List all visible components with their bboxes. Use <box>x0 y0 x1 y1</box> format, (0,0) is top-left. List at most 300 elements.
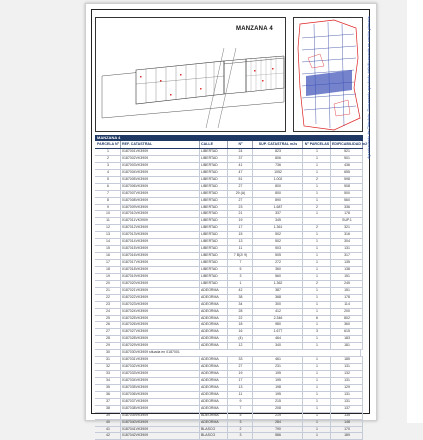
location-map <box>293 17 363 132</box>
table-cell: 37 <box>228 156 253 162</box>
table-cell: 0187038VK3909 <box>121 406 200 412</box>
table-cell: 1 <box>303 232 331 238</box>
table-cell: 178 <box>331 211 363 217</box>
table-cell: 360 <box>253 267 303 273</box>
table-cell: 2 <box>95 156 121 162</box>
table-row <box>95 205 363 212</box>
table-cell: 181 <box>331 343 363 349</box>
table-cell: ADEORMA <box>200 413 228 419</box>
table-cell: 736 <box>253 163 303 169</box>
table-row <box>95 232 363 239</box>
table-row <box>95 253 363 260</box>
table-cell: ADEORMA <box>200 316 228 322</box>
table-cell: 13 <box>228 239 253 245</box>
table-row <box>95 357 363 364</box>
table-cell: LIBERTAD <box>200 218 228 224</box>
table-cell: BLASCO <box>200 433 228 439</box>
table-row <box>95 288 363 295</box>
table-cell: 1 <box>303 427 331 433</box>
table-cell: 1 <box>303 295 331 301</box>
table-cell: LIBERTAD <box>200 232 228 238</box>
table-cell: 0187011VK3909 <box>121 218 200 224</box>
table-cell: 0187022VK3909 <box>121 295 200 301</box>
table-cell: 0187034VK3909 <box>121 378 200 384</box>
table-header <box>95 141 368 149</box>
table-cell: 0187010VK3909 <box>121 211 200 217</box>
table-cell: 0187016VK3909 <box>121 253 200 259</box>
table-cell: 1 <box>303 184 331 190</box>
table-cell: 802 <box>331 316 363 322</box>
table-cell: 0187001VK3909 <box>121 149 200 155</box>
table-row <box>95 322 363 329</box>
table-row <box>95 392 363 399</box>
table-cell: 200 <box>331 309 363 315</box>
table-cell: 0187026VK3909 <box>121 322 200 328</box>
table-cell: 0187017VK3909 <box>121 260 200 266</box>
table-cell: (4) <box>228 336 253 342</box>
table-cell: 560 <box>253 274 303 280</box>
table-cell: LIBERTAD <box>200 281 228 287</box>
table-row <box>95 246 363 253</box>
table-cell: 502 <box>253 239 303 245</box>
table-cell: 4 <box>95 170 121 176</box>
table-row <box>95 329 363 336</box>
table-cell: 1 <box>303 170 331 176</box>
table-cell: 15 <box>95 246 121 252</box>
table-row <box>95 378 363 385</box>
table-cell: 5 <box>95 177 121 183</box>
table-cell: 0187018VK3909 <box>121 267 200 273</box>
table-note-cell: 0187030VK3909 situada en 0187001 <box>121 350 361 356</box>
table-cell: 3 <box>303 329 331 335</box>
table-cell: 1052 <box>253 170 303 176</box>
table-cell: 219 <box>253 413 303 419</box>
table-cell: 1 <box>303 406 331 412</box>
table-caption: MANZANA 4 <box>95 135 363 141</box>
block-plan-drawing <box>96 18 287 133</box>
table-cell: 215 <box>253 399 303 405</box>
table-row <box>95 177 363 184</box>
table-cell: 34 <box>228 302 253 308</box>
table-cell: 31 <box>95 357 121 363</box>
table-cell: 195 <box>253 371 303 377</box>
table-cell: ADEORMA <box>200 329 228 335</box>
table-cell: LIBERTAD <box>200 211 228 217</box>
table-cell: 316 <box>331 232 363 238</box>
table-cell: 1.687 <box>253 205 303 211</box>
table-cell: 0187042VK3909 <box>121 433 200 439</box>
table-cell: 170 <box>331 427 363 433</box>
table-cell: 148 <box>331 420 363 426</box>
table-cell: 1 <box>95 149 121 155</box>
table-row <box>95 211 363 218</box>
table-cell: 615 <box>331 329 363 335</box>
table-cell: 1 <box>303 322 331 328</box>
table-cell: 7 <box>95 191 121 197</box>
table-cell: LIBERTAD <box>200 184 228 190</box>
table-cell: 508 <box>331 184 363 190</box>
table-cell: 317 <box>331 253 363 259</box>
table-cell: 2 <box>303 281 331 287</box>
table-cell: 24 <box>95 309 121 315</box>
table-cell: 41 <box>95 427 121 433</box>
table-cell: 21 <box>95 288 121 294</box>
table-cell: 0187006VK3909 <box>121 184 200 190</box>
table-row <box>95 399 363 406</box>
table-cell: 0187005VK3909 <box>121 177 200 183</box>
table-cell: 3 <box>228 274 253 280</box>
side-validation-text: Ayuntamiento de Chinchón. Documento aprobado definitivamente en sesión plenaria <box>367 16 371 159</box>
table-cell: 0187027VK3909 <box>121 329 200 335</box>
table-cell: 2.346 <box>253 316 303 322</box>
header-num-parcelas: Nº PARCELAS <box>304 142 330 146</box>
table-cell: 41 <box>228 163 253 169</box>
table-cell: ADEORMA <box>200 392 228 398</box>
table-cell: 135 <box>331 413 363 419</box>
table-cell: 1 <box>303 399 331 405</box>
table-cell: 1 <box>303 413 331 419</box>
table-row <box>95 433 363 440</box>
table-cell: 1 <box>303 149 331 155</box>
table-cell: 360 <box>331 322 363 328</box>
map-title: MANZANA 4 <box>236 26 273 32</box>
table-row <box>95 316 363 323</box>
table-cell: 51 <box>228 177 253 183</box>
table-cell: 0187003VK3909 <box>121 163 200 169</box>
table-row <box>95 343 363 350</box>
table-cell: 5 <box>228 413 253 419</box>
table-row <box>95 420 363 427</box>
table-row <box>95 281 363 288</box>
table-row <box>95 163 363 170</box>
table-row <box>95 309 363 316</box>
table-cell: 9 <box>95 205 121 211</box>
table-cell: 1 <box>228 281 253 287</box>
table-body-continued <box>95 357 363 440</box>
table-cell: 0187037VK3909 <box>121 399 200 405</box>
table-cell: 1 <box>303 371 331 377</box>
table-cell: LIBERTAD <box>200 239 228 245</box>
table-cell: 132 <box>331 371 363 377</box>
table-cell: ADEORMA <box>200 420 228 426</box>
table-cell: 183 <box>331 336 363 342</box>
table-cell: ADEORMA <box>200 302 228 308</box>
table-cell: 0187041VK3909 <box>121 427 200 433</box>
table-cell: LIBERTAD <box>200 205 228 211</box>
table-cell: LIBERTAD <box>200 198 228 204</box>
table-cell: 1 <box>303 309 331 315</box>
table-cell: 436 <box>331 163 363 169</box>
table-cell: LIBERTAD <box>200 177 228 183</box>
table-cell: 321 <box>331 225 363 231</box>
table-cell: 340 <box>253 343 303 349</box>
table-cell: 1 <box>303 385 331 391</box>
header-calle: CALLE <box>200 141 228 148</box>
table-cell: 22 <box>228 316 253 322</box>
table-cell: 1 <box>303 378 331 384</box>
table-row <box>95 170 363 177</box>
table-cell: 521 <box>331 149 363 155</box>
table-row <box>95 198 363 205</box>
table-cell: 23 <box>95 302 121 308</box>
table-cell: 27 <box>228 198 253 204</box>
table-cell: 1 <box>303 239 331 245</box>
table-cell: 0187031VK3909 <box>121 357 200 363</box>
table-cell: ADEORMA <box>200 343 228 349</box>
table-cell: 800 <box>253 184 303 190</box>
table-cell: 138 <box>331 267 363 273</box>
table-cell: 38 <box>95 406 121 412</box>
table-cell: 502 <box>253 232 303 238</box>
table-cell: 1 <box>303 343 331 349</box>
table-cell: BLASCO <box>200 427 228 433</box>
table-cell: 42 <box>95 433 121 439</box>
table-cell: 500 <box>331 191 363 197</box>
table-cell: 337 <box>253 211 303 217</box>
table-cell: LIBERTAD <box>200 253 228 259</box>
table-cell: LIBERTAD <box>200 170 228 176</box>
table-cell: ADEORMA <box>200 309 228 315</box>
table-cell: 3 <box>228 420 253 426</box>
table-cell: 29 (A) <box>228 191 253 197</box>
table-cell: 7 <box>228 406 253 412</box>
table-cell: 16 <box>228 329 253 335</box>
table-cell: 1 <box>303 198 331 204</box>
table-cell: 13 <box>95 232 121 238</box>
table-row <box>95 225 363 232</box>
table-cell: 0187032VK3909 <box>121 364 200 370</box>
table-cell: 37 <box>95 399 121 405</box>
table-cell: LIBERTAD <box>200 156 228 162</box>
table-cell: LIBERTAD <box>200 274 228 280</box>
table-cell: LIBERTAD <box>200 225 228 231</box>
table-row <box>95 218 363 225</box>
table-cell: 1 <box>303 364 331 370</box>
table-cell: 0187025VK3909 <box>121 316 200 322</box>
table-cell: 0187004VK3909 <box>121 170 200 176</box>
table-cell: 3 <box>95 163 121 169</box>
table-cell: 0187007VK3909 <box>121 191 200 197</box>
table-row <box>95 274 363 281</box>
table-cell: 300 <box>253 302 303 308</box>
table-cell: 800 <box>253 191 303 197</box>
table-cell: 129 <box>331 385 363 391</box>
table-cell: 6 <box>95 184 121 190</box>
table-cell: 0187036VK3909 <box>121 392 200 398</box>
table-cell: ADEORMA <box>200 336 228 342</box>
table-cell: 34 <box>95 378 121 384</box>
parcel-table <box>95 135 368 440</box>
table-cell: 7 <box>228 260 253 266</box>
table-cell: 1 <box>303 246 331 252</box>
table-cell: 8 <box>95 198 121 204</box>
table-row <box>95 427 363 434</box>
table-cell: 1 <box>303 156 331 162</box>
table-cell: 1 <box>303 357 331 363</box>
table-cell: 1.362 <box>253 281 303 287</box>
table-cell: 19 <box>228 371 253 377</box>
table-cell: 33 <box>95 371 121 377</box>
table-cell: ADEORMA <box>200 364 228 370</box>
table-cell: 11 <box>95 218 121 224</box>
table-cell: 1 <box>303 274 331 280</box>
table-cell: 131 <box>331 364 363 370</box>
table-cell: 185 <box>331 357 363 363</box>
viewer-scrollbar[interactable] <box>407 0 423 423</box>
table-cell: 2 <box>228 427 253 433</box>
header-ref-catastral: REF. CATASTRAL <box>121 141 200 148</box>
table-cell: ADEORMA <box>200 399 228 405</box>
table-cell: ADEORMA <box>200 385 228 391</box>
table-cell: 7 B(2/ 9) <box>228 253 253 259</box>
table-cell: 0187020VK3909 <box>121 281 200 287</box>
table-cell: 0187023VK3909 <box>121 302 200 308</box>
table-cell: 0187015VK3909 <box>121 246 200 252</box>
table-cell: 20 <box>95 281 121 287</box>
table-row <box>95 364 363 371</box>
table-row <box>95 267 363 274</box>
table-row <box>95 184 363 191</box>
table-row <box>95 302 363 309</box>
table-cell: LIBERTAD <box>200 163 228 169</box>
table-cell: 0187014VK3909 <box>121 239 200 245</box>
table-cell: 0187035VK3909 <box>121 385 200 391</box>
table-cell: 32 <box>95 364 121 370</box>
table-row <box>95 350 363 357</box>
table-cell: LIBERTAD <box>200 260 228 266</box>
table-cell: 39 <box>95 413 121 419</box>
table-row <box>95 149 363 156</box>
table-cell: 19 <box>228 218 253 224</box>
table-row <box>95 156 363 163</box>
table-cell: 501 <box>331 156 363 162</box>
table-row <box>95 413 363 420</box>
table-cell: 36 <box>95 392 121 398</box>
table-cell <box>303 218 331 224</box>
table-row <box>95 239 363 246</box>
table-cell: 0187021VK3909 <box>121 288 200 294</box>
table-cell: 345 <box>253 218 303 224</box>
block-plan-map <box>95 17 286 132</box>
table-cell: 1 <box>303 163 331 169</box>
table-cell: 195 <box>253 392 303 398</box>
table-cell: 178 <box>331 295 363 301</box>
table-cell: 1 <box>303 336 331 342</box>
table-row <box>95 371 363 378</box>
table-cell: 598 <box>331 177 363 183</box>
table-cell: 1 <box>303 211 331 217</box>
table-cell: 23 <box>228 205 253 211</box>
table-cell: 1 <box>303 288 331 294</box>
table-cell: 2 <box>303 177 331 183</box>
table-cell: 6 <box>303 316 331 322</box>
table-cell: 12 <box>95 225 121 231</box>
table-cell: 27 <box>228 364 253 370</box>
table-cell: 26 <box>95 322 121 328</box>
table-cell: ADEORMA <box>200 371 228 377</box>
table-cell: 284 <box>253 420 303 426</box>
table-cell: 0187019VK3909 <box>121 274 200 280</box>
table-cell: 655 <box>331 170 363 176</box>
table-cell: 823 <box>253 149 303 155</box>
table-cell: 231 <box>253 364 303 370</box>
table-row <box>95 385 363 392</box>
table-cell: 47 <box>228 170 253 176</box>
table-cell: ADEORMA <box>200 295 228 301</box>
table-cell: 151 <box>331 274 363 280</box>
table-row <box>95 406 363 413</box>
table-cell: 18 <box>228 322 253 328</box>
header-parcela: PARCELA Nº <box>95 141 121 148</box>
table-cell: 131 <box>331 378 363 384</box>
table-cell: 27 <box>95 329 121 335</box>
table-cell: 2 <box>303 205 331 211</box>
table-cell: 368 <box>253 295 303 301</box>
table-cell: LIBERTAD <box>200 191 228 197</box>
table-cell: 980 <box>253 322 303 328</box>
table-cell: LIBERTAD <box>200 267 228 273</box>
table-cell: 1 <box>303 302 331 308</box>
table-cell: 114 <box>331 302 363 308</box>
table-cell: 0187024VK3909 <box>121 309 200 315</box>
table-cell: 5 <box>228 267 253 273</box>
table-cell: 0187039VK3909 <box>121 413 200 419</box>
table-cell: 0187029VK3909 <box>121 343 200 349</box>
table-cell: 3 <box>228 433 253 439</box>
table-cell: ADEORMA <box>200 378 228 384</box>
table-row <box>95 336 363 343</box>
table-cell: 0187040VK3909 <box>121 420 200 426</box>
table-cell: 245 <box>331 281 363 287</box>
table-cell: LIBERTAD <box>200 149 228 155</box>
table-cell: 412 <box>253 309 303 315</box>
table-cell: 1 <box>303 420 331 426</box>
table-cell: 2 <box>303 225 331 231</box>
table-cell: 1.002 <box>253 177 303 183</box>
table-cell: ADEORMA <box>200 288 228 294</box>
table-row <box>95 191 363 198</box>
table-cell: 24 <box>228 149 253 155</box>
table-cell: 586 <box>253 433 303 439</box>
table-cell: 461 <box>253 357 303 363</box>
table-cell: 15 <box>228 232 253 238</box>
table-cell: 13 <box>228 385 253 391</box>
table-cell: 1 <box>303 253 331 259</box>
table-cell: 14 <box>95 239 121 245</box>
table-cell: 1 <box>303 267 331 273</box>
table-cell: 503 <box>253 246 303 252</box>
header-numero: Nº <box>228 141 253 148</box>
table-cell: 1.361 <box>253 225 303 231</box>
table-cell: 12 <box>228 343 253 349</box>
table-cell: SUP.1 <box>331 218 363 224</box>
table-cell: ADEORMA <box>200 322 228 328</box>
table-cell: ADEORMA <box>200 357 228 363</box>
table-cell: 29 <box>95 343 121 349</box>
table-cell: 304 <box>331 239 363 245</box>
table-cell: 560 <box>331 198 363 204</box>
table-cell: 16 <box>95 253 121 259</box>
table-cell: 195 <box>253 378 303 384</box>
table-cell: 0187009VK3909 <box>121 205 200 211</box>
table-cell: 33 <box>228 357 253 363</box>
table-cell: 21 <box>228 211 253 217</box>
table-cell: 198 <box>253 385 303 391</box>
table-cell: 464 <box>253 336 303 342</box>
table-cell: 1 <box>303 433 331 439</box>
table-row <box>95 295 363 302</box>
table-cell: 35 <box>95 385 121 391</box>
